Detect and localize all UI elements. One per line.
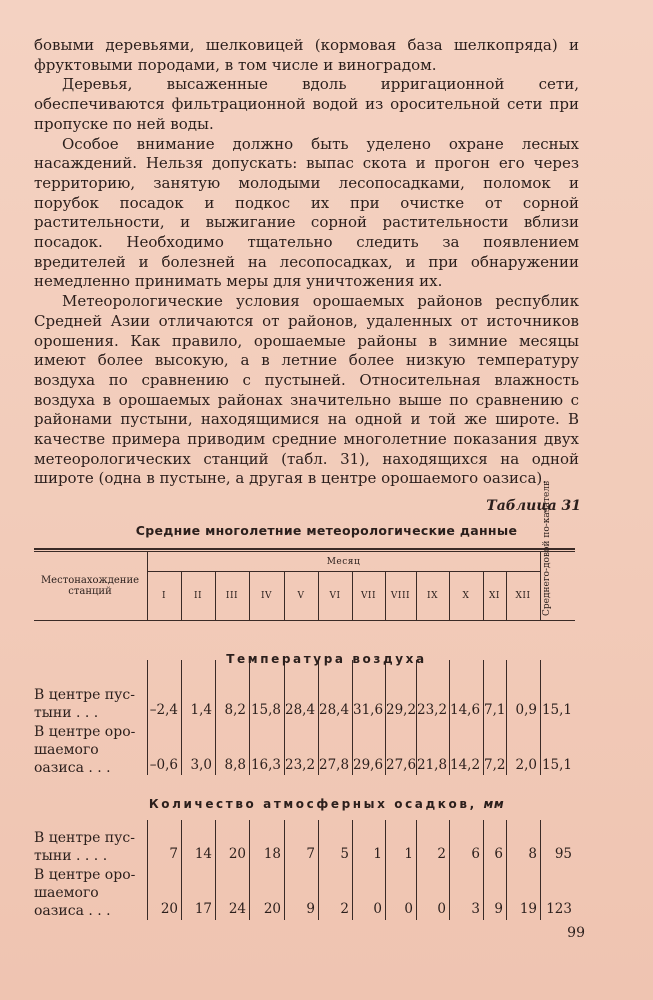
table-cell: 1,4 — [190, 702, 212, 718]
table-cell: 1 — [373, 846, 382, 862]
table-cell: 2 — [340, 901, 349, 917]
table-cell: 18 — [263, 846, 281, 862]
month-header-cell: VI — [329, 591, 341, 601]
column-divider — [449, 572, 450, 620]
month-header-cell: VIII — [390, 591, 411, 601]
month-header-cell: X — [462, 591, 470, 601]
temp-desert-label: В центре пус- тыни . . . — [34, 687, 135, 721]
table-caption: Таблица 31 — [486, 498, 581, 514]
table-cell: 8,2 — [224, 702, 246, 718]
column-divider — [215, 572, 216, 620]
table-cell: 19 — [519, 901, 537, 917]
location-header: Местонахождение станций — [40, 575, 140, 597]
table-cell: –0,6 — [149, 757, 178, 773]
table-cell: 7 — [306, 846, 315, 862]
table-cell: –2,4 — [149, 702, 178, 718]
body-text — [34, 36, 579, 489]
paragraph-continuation: бовыми деревьями, шелковицей (кормовая база шелкопряда) и фруктовыми породами, в том числе и виноградом. — [34, 36, 579, 74]
table-cell: 28,4 — [285, 702, 316, 718]
column-divider — [147, 552, 148, 620]
table-cell: 2,0 — [515, 757, 537, 773]
table-cell: 0 — [404, 901, 413, 917]
column-divider — [385, 572, 386, 620]
table-cell: 95 — [554, 846, 572, 862]
table-cell: 7,2 — [484, 757, 506, 773]
table-cell: 6 — [471, 846, 480, 862]
table-cell: 14,2 — [450, 757, 481, 773]
table-cell: 3,0 — [190, 757, 212, 773]
month-header-cell: IV — [260, 591, 273, 601]
table-cell: 6 — [494, 846, 503, 862]
table-cell: 23,2 — [417, 702, 448, 718]
precip-section-title — [0, 797, 653, 811]
table-cell: 21,8 — [417, 757, 448, 773]
table-cell: 14 — [194, 846, 212, 862]
table-cell: 0,9 — [515, 702, 537, 718]
paragraph-trees-irrigation: Деревья, высаженные вдоль ирригационной сети, обеспечиваются фильтрационной водой из оросительной сети при пропуске по ней воды. — [34, 75, 579, 133]
table-cell: 20 — [228, 846, 246, 862]
column-divider — [483, 572, 484, 620]
table-cell: 23,2 — [285, 757, 316, 773]
precip-desert-label: В центре пус- тыни . . . . — [34, 830, 135, 864]
table-cell: 17 — [194, 901, 212, 917]
temperature-title-text: Температура воздуха — [226, 652, 427, 666]
page-number: 99 — [567, 925, 585, 941]
table-cell: 15,8 — [250, 702, 281, 718]
table-cell: 8 — [528, 846, 537, 862]
precip-title-text: Количество атмосферных осадков, — [148, 797, 477, 811]
table-cell: 24 — [228, 901, 246, 917]
column-divider — [540, 552, 541, 620]
table-cell: 0 — [437, 901, 446, 917]
column-divider — [249, 572, 250, 620]
table-cell: 9 — [306, 901, 315, 917]
table-header-bottom-rule — [34, 620, 575, 621]
table-cell: 7,1 — [484, 702, 506, 718]
table-cell: 20 — [263, 901, 281, 917]
column-divider — [181, 572, 182, 620]
precip-unit: мм — [483, 797, 505, 811]
table-cell: 15,1 — [541, 702, 572, 718]
table-cell: 27,8 — [319, 757, 350, 773]
month-header-cell: XI — [489, 591, 500, 601]
table-cell: 5 — [340, 846, 349, 862]
month-header-cell: V — [297, 591, 305, 601]
table-cell: 123 — [546, 901, 572, 917]
table-cell: 1 — [404, 846, 413, 862]
table-cell: 0 — [373, 901, 382, 917]
month-header-cell: I — [161, 591, 167, 601]
column-divider — [416, 572, 417, 620]
precip-oasis-label: В центре оро- шаемого оазиса . . . — [34, 867, 136, 919]
column-divider — [352, 572, 353, 620]
table-cell: 7 — [169, 846, 178, 862]
column-divider — [318, 572, 319, 620]
table-cell: 27,6 — [386, 757, 417, 773]
column-divider — [506, 572, 507, 620]
month-header-cell: VII — [360, 591, 377, 601]
table-cell: 29,2 — [386, 702, 417, 718]
table-cell: 8,8 — [224, 757, 246, 773]
table-title: Средние многолетние метеорологические данные — [135, 523, 518, 538]
temp-oasis-label: В центре оро- шаемого оазиса . . . — [34, 724, 136, 776]
table-cell: 28,4 — [319, 702, 350, 718]
month-header-cell: III — [225, 591, 239, 601]
table-cell: 2 — [437, 846, 446, 862]
column-divider — [284, 572, 285, 620]
table-cell: 16,3 — [250, 757, 281, 773]
table-cell: 31,6 — [353, 702, 384, 718]
month-header-cell: IX — [427, 591, 438, 601]
table-cell: 15,1 — [541, 757, 572, 773]
paragraph-forest-protection: Особое внимание должно быть уделено охране лесных насаждений. Нельзя допускать: выпас скота и прогон его через территорию, занятую молодыми лесопосадками, поломок и порубок посадок и подкос их при очистке от сорной растительности, и выжигание сорной растительности вблизи посадок. Необходимо тщательно следить за появлением вредителей и болезней на лесопосадках, и при обнаружении немедленно принимать меры для уничтожения их. — [34, 134, 579, 291]
month-header: Месяц — [326, 556, 361, 567]
month-header-cell: II — [193, 591, 203, 601]
paragraph-meteorology: Метеорологические условия орошаемых районов республик Средней Азии отличаются от районов, удаленных от источников орошения. Как правило, орошаемые районы в зимние месяцы имеют более высокую, а в летние более низкую температуру воздуха по сравнению с пустыней. Относительная влажность воздуха в орошаемых районах значительно выше по сравнению с районами пустыни, находящимися на одной и той же широте. В качестве примера приводим средние многолетние показания двух метеорологических станций (табл. 31), находящихся на одной широте (одна в пустыне, а другая в центре орошаемого оазиса). — [34, 292, 579, 488]
table-cell: 9 — [494, 901, 503, 917]
table-top-rule — [34, 548, 575, 550]
table-cell: 14,6 — [450, 702, 481, 718]
month-header-cell: XII — [515, 591, 531, 601]
temperature-section-title — [0, 652, 653, 666]
table-cell: 3 — [471, 901, 480, 917]
annual-header — [542, 554, 553, 616]
table-cell: 20 — [160, 901, 178, 917]
table-cell: 29,6 — [353, 757, 384, 773]
